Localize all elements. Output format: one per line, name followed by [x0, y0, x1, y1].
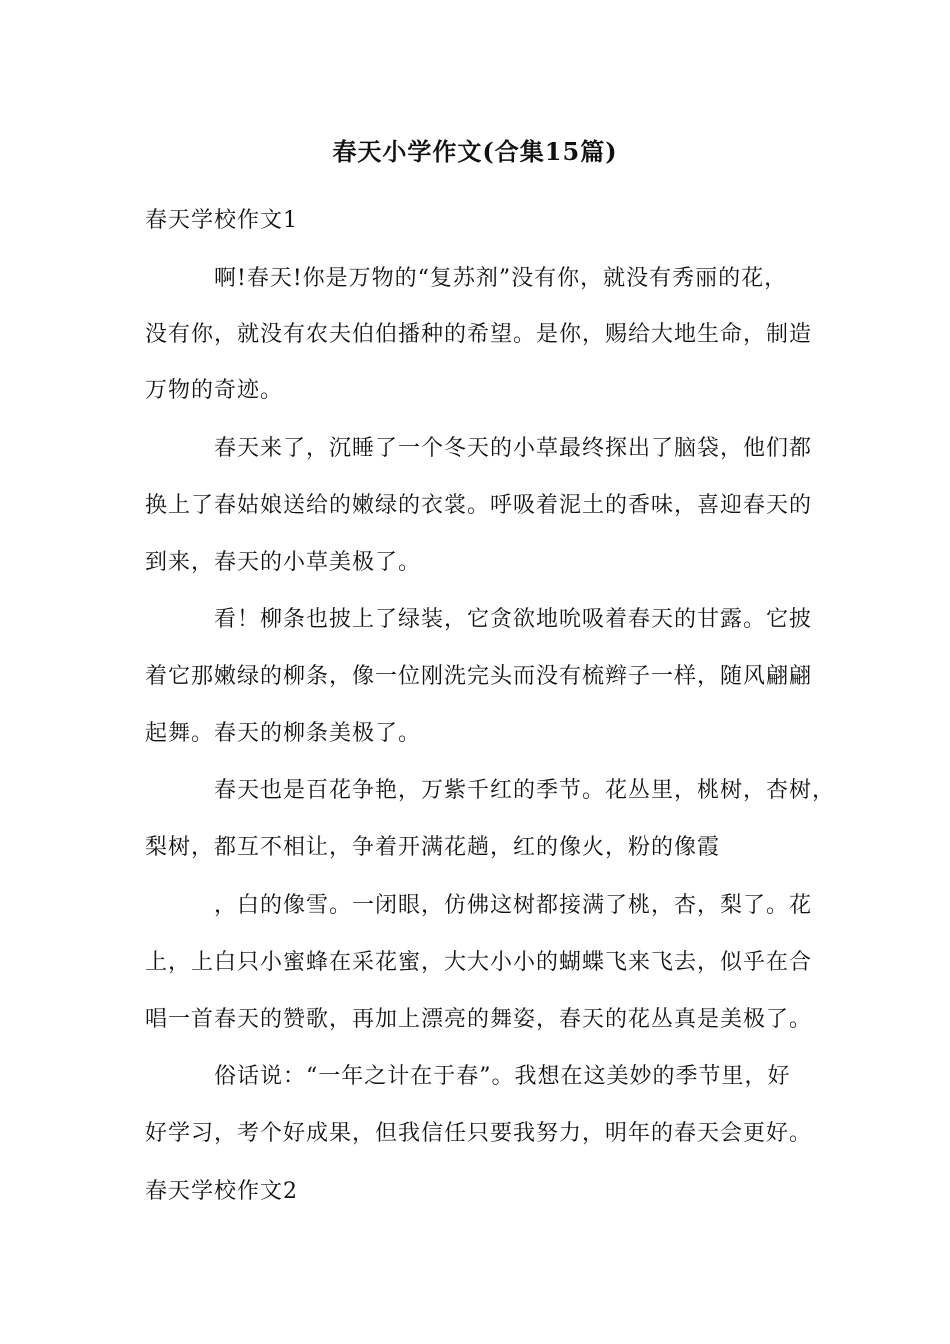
paragraph-line: 起舞。春天的柳条美极了。	[145, 721, 422, 746]
paragraph-line: 着它那嫩绿的柳条，像一位刚洗完头而没有梳辫子一样，随风翩翩	[145, 664, 813, 689]
paragraph-line: 看！柳条也披上了绿装，它贪欲地吮吸着春天的甘露。它披	[214, 607, 813, 632]
paragraph-line: 梨树，都互不相让，争着开满花趟，红的像火，粉的像霞	[145, 835, 721, 860]
paragraph-line: 春天也是百花争艳，万紫千红的季节。花丛里，桃树，杏树，	[214, 778, 836, 803]
page-title: 春天小学作文(合集15篇)	[332, 137, 618, 166]
paragraph-line: 没有你，就没有农夫伯伯播种的希望。是你，赐给大地生命，制造	[145, 322, 813, 347]
paragraph-line: 唱一首春天的赞歌，再加上漂亮的舞姿，春天的花丛真是美极了。	[145, 1007, 813, 1032]
paragraph-line: 上，上白只小蜜蜂在采花蜜，大大小小的蝴蝶飞来飞去，似乎在合	[145, 950, 813, 975]
paragraph-line: 春天来了，沉睡了一个冬天的小草最终探出了脑袋，他们都	[214, 436, 813, 461]
section-heading-1: 春天学校作文1	[145, 208, 298, 233]
section-heading-2: 春天学校作文2	[145, 1179, 298, 1204]
paragraph-line: 啊!春天!你是万物的“复苏剂”没有你，就没有秀丽的花，	[214, 266, 788, 291]
paragraph-line: 万物的奇迹。	[145, 378, 284, 403]
paragraph-line: 换上了春姑娘送给的嫩绿的衣裳。呼吸着泥土的香味，喜迎春天的	[145, 493, 813, 518]
paragraph-line: 俗话说：“一年之计在于春”。我想在这美妙的季节里，好	[214, 1064, 791, 1089]
paragraph-line: ，白的像雪。一闭眼，仿佛这树都接满了桃，杏，梨了。花	[214, 893, 813, 918]
paragraph-line: 到来，春天的小草美极了。	[145, 550, 422, 575]
paragraph-line: 好学习，考个好成果，但我信任只要我努力，明年的春天会更好。	[145, 1121, 813, 1146]
